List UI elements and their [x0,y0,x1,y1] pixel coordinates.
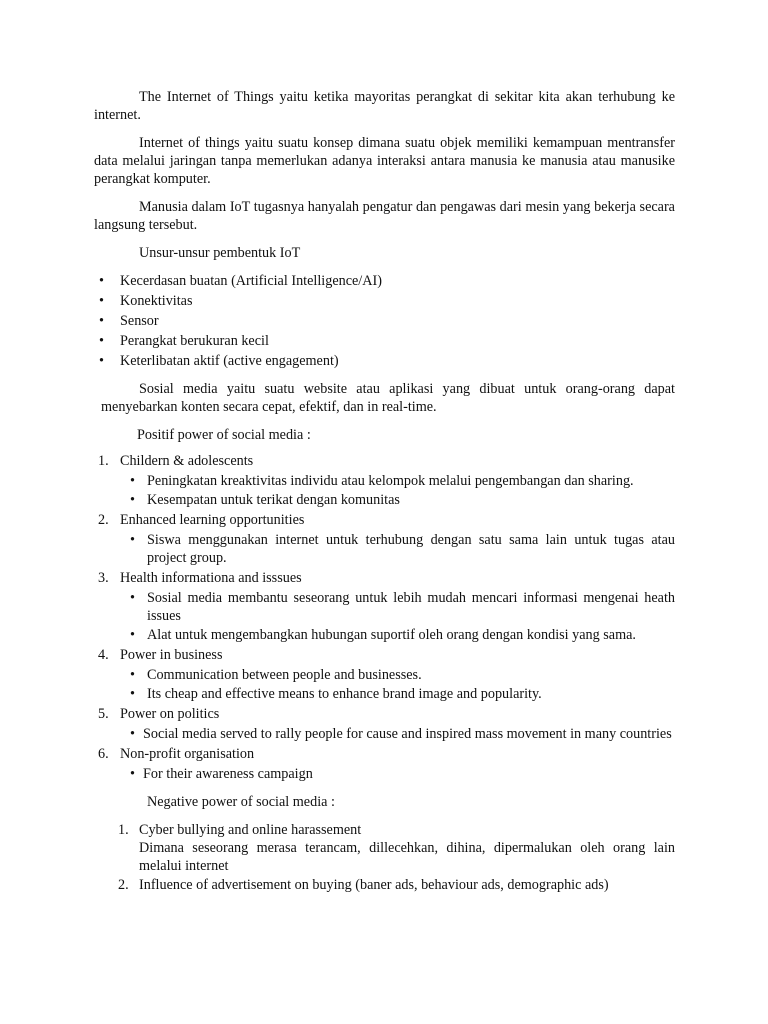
positive-item [94,646,675,703]
item-title: Health informationa and isssues [120,570,302,586]
bullet-icon: • [130,627,135,643]
item-detail: Dimana seseorang merasa terancam, dillecehkan, dihina, dipermalukan oleh orang lain melalui internet [139,840,675,874]
negative-item [114,821,675,875]
heading-iot-elements: Unsur-unsur pembentuk IoT [139,245,301,261]
sub-item: • Communication between people and businesses. [130,667,422,683]
bullet-icon: • [130,766,135,782]
bullet-icon: • [130,492,135,508]
paragraph-iot-definition-1: The Internet of Things yaitu ketika mayoritas perangkat di sekitar kita akan terhubung ke internet. [94,89,675,123]
sub-item: • Social media served to rally people for cause and inspired mass movement in many countries [130,726,672,742]
item-number: 2. [98,512,109,528]
list-item: • Perangkat berukuran kecil [99,333,269,349]
bullet-icon: • [99,293,104,309]
bullet-icon: • [130,686,135,702]
item-title: Cyber bullying and online harassement [139,822,362,838]
item-number: 1. [98,453,109,469]
list-item: • Sensor [99,313,159,329]
item-title: Non-profit organisation [120,746,255,762]
list-item: • Kecerdasan buatan (Artificial Intelligence/AI) [99,273,382,289]
sub-item: • Sosial media membantu seseorang untuk lebih mudah mencari informasi mengenai heath issues [130,590,675,624]
negative-power-list [114,821,675,894]
paragraph-iot-human-role: Manusia dalam IoT tugasnya hanyalah pengatur dan pengawas dari mesin yang bekerja secara langsung tersebut. [94,199,675,233]
paragraph-iot-definition-2: Internet of things yaitu suatu konsep dimana suatu objek memiliki kemampuan mentransfer data melalui jaringan tanpa memerlukan adanya interaksi antara manusia ke manusia atau manusike perangkat komputer. [94,135,675,187]
document-page [94,88,675,895]
list-item: • Keterlibatan aktif (active engagement) [99,353,339,369]
list-item: • Konektivitas [99,293,193,309]
positive-power-list [94,452,675,783]
sub-item: • For their awareness campaign [130,766,313,782]
iot-elements-list [94,272,675,370]
item-number: 4. [98,647,109,663]
bullet-icon: • [99,333,104,349]
sub-item: • Its cheap and effective means to enhance brand image and popularity. [130,686,542,702]
sub-item: • Alat untuk mengembangkan hubungan suportif oleh orang dengan kondisi yang sama. [130,627,636,643]
item-title: Power in business [120,647,223,663]
heading-positive-power: Positif power of social media : [137,427,311,443]
item-number: 6. [98,746,109,762]
item-title: Enhanced learning opportunities [120,512,305,528]
bullet-icon: • [99,313,104,329]
item-number: 1. [118,822,129,838]
positive-item [94,745,675,783]
negative-item [114,876,675,894]
item-title: Childern & adolescents [120,453,254,469]
bullet-icon: • [130,473,135,489]
bullet-icon: • [130,532,135,548]
positive-item [94,569,675,644]
item-title: Power on politics [120,706,220,722]
item-number: 2. [118,877,129,893]
bullet-icon: • [99,273,104,289]
positive-item [94,511,675,567]
bullet-icon: • [130,590,135,606]
bullet-icon: • [130,726,135,742]
sub-item: • Peningkatan kreaktivitas individu atau kelompok melalui pengembangan dan sharing. [130,473,634,489]
bullet-icon: • [99,353,104,369]
item-number: 3. [98,570,109,586]
sub-item: • Siswa menggunakan internet untuk terhubung dengan satu sama lain untuk tugas atau project group. [130,532,675,566]
positive-item [94,452,675,509]
heading-negative-power: Negative power of social media : [147,794,335,810]
sub-item: • Kesempatan untuk terikat dengan komunitas [130,492,400,508]
item-title: Influence of advertisement on buying (baner ads, behaviour ads, demographic ads) [139,877,609,893]
item-number: 5. [98,706,109,722]
positive-item [94,705,675,743]
bullet-icon: • [130,667,135,683]
paragraph-social-media-definition: Sosial media yaitu suatu website atau aplikasi yang dibuat untuk orang-orang dapat menyebarkan konten secara cepat, efektif, dan in real-time. [101,381,675,415]
